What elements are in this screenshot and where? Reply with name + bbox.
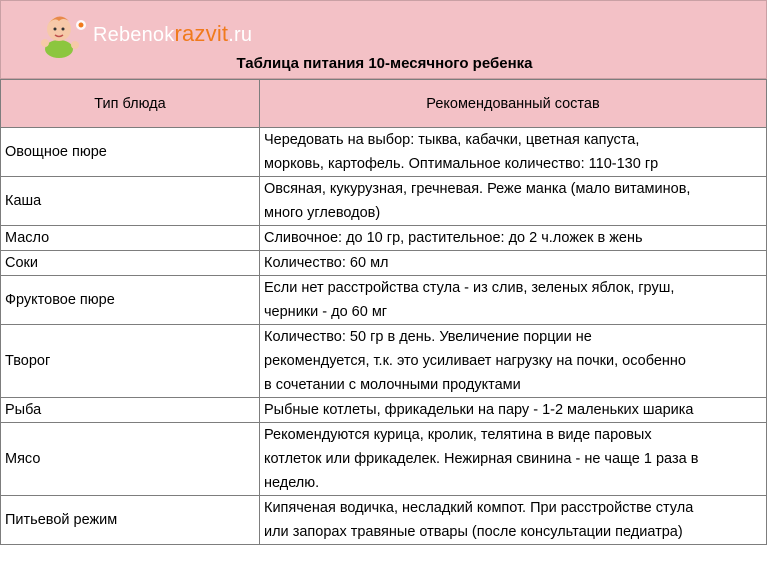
dish-type-cell: Питьевой режим [1,496,260,545]
dish-type-cell: Творог [1,325,260,398]
composition-line: Чередовать на выбор: тыква, кабачки, цветная капуста, [264,132,640,148]
composition-cell [260,496,767,545]
brand-part3: .ru [228,24,253,46]
nutrition-table [0,79,767,545]
baby-logo-icon [37,9,97,61]
composition-cell [260,398,767,423]
composition-cell [260,423,767,496]
table-header-banner [0,0,767,79]
composition-cell [260,226,767,251]
composition-line: или запорах травяные отвары (после консультации педиатра) [264,524,683,540]
dish-type-cell: Соки [1,251,260,276]
column-header-dish: Тип блюда [1,80,260,128]
composition-line: Количество: 60 мл [264,255,389,271]
table-row [1,251,767,276]
table-row [1,177,767,226]
table-row [1,276,767,325]
composition-cell [260,177,767,226]
composition-cell [260,325,767,398]
dish-type-cell: Рыба [1,398,260,423]
column-header-row [1,80,767,128]
brand-part2: razvit [174,21,229,46]
composition-cell [260,276,767,325]
composition-line: черники - до 60 мг [264,304,388,320]
dish-type-cell: Мясо [1,423,260,496]
table-row [1,496,767,545]
table-title: Таблица питания 10-месячного ребенка [236,55,533,72]
composition-line: в сочетании с молочными продуктами [264,377,521,393]
composition-line: Кипяченая водичка, несладкий компот. При расстройстве стула [264,500,694,516]
composition-line: Овсяная, кукурузная, гречневая. Реже манка (мало витаминов, [264,181,691,197]
brand-part1: Rebenok [93,24,175,46]
composition-line: Если нет расстройства стула - из слив, зеленых яблок, груш, [264,280,675,296]
composition-line: много углеводов) [264,205,381,221]
dish-type-cell: Каша [1,177,260,226]
table-body [1,128,767,545]
column-header-composition: Рекомендованный состав [260,80,767,128]
composition-cell [260,128,767,177]
table-row [1,128,767,177]
composition-line: неделю. [264,475,320,491]
table-row [1,398,767,423]
composition-line: Сливочное: до 10 гр, растительное: до 2 ч.ложек в жень [264,230,643,246]
dish-type-cell: Фруктовое пюре [1,276,260,325]
dish-type-cell: Овощное пюре [1,128,260,177]
table-row [1,325,767,398]
composition-line: котлеток или фрикаделек. Нежирная свинина - не чаще 1 раза в [264,451,699,467]
site-brand[interactable] [93,21,252,47]
composition-line: Количество: 50 гр в день. Увеличение порции не [264,329,592,345]
composition-line: Рыбные котлеты, фрикадельки на пару - 1-2 маленьких шарика [264,402,694,418]
composition-line: рекомендуется, т.к. это усиливает нагрузку на почки, особенно [264,353,687,369]
table-row [1,423,767,496]
table-row [1,226,767,251]
composition-cell [260,251,767,276]
composition-line: Рекомендуются курица, кролик, телятина в виде паровых [264,427,652,443]
dish-type-cell: Масло [1,226,260,251]
composition-line: морковь, картофель. Оптимальное количество: 110-130 гр [264,156,659,172]
